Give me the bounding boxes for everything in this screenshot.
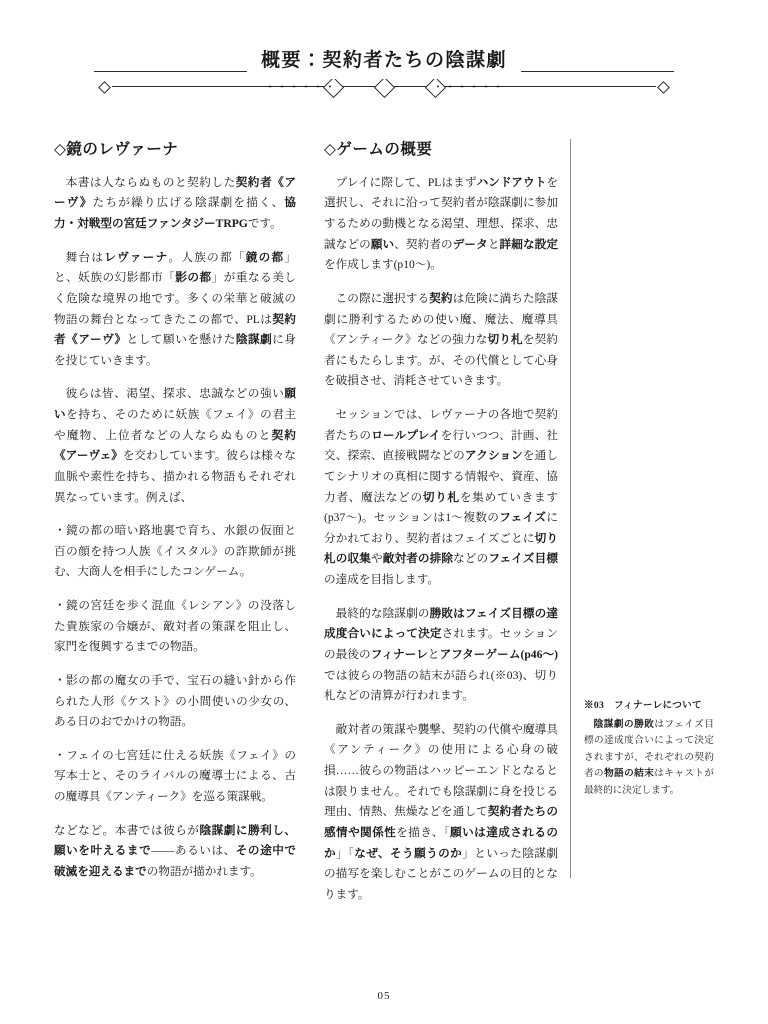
right-section-heading: ◇ゲームの概要 xyxy=(324,140,433,158)
paragraph: 本書は人ならぬものと契約した契約者《アーヴ》たちが繰り広げる陰謀劇を描く、協力・対戦型の宮廷ファンタジーTRPGです。 xyxy=(54,175,296,231)
right-column xyxy=(312,137,570,919)
page-number: 05 xyxy=(377,990,391,1002)
left-section-heading: ◇鏡のレヴァーナ xyxy=(54,140,179,158)
paragraph: 舞台はレヴァーナ。人族の都「鏡の都」と、妖族の幻影都市「影の都」が重なる美しく危険な境界の地です。多くの栄華と破滅の物語の舞台となってきたこの都で、PLは契約者《アーヴ》として願いを懸けた陰謀劇に身を投じていきます。 xyxy=(54,250,296,367)
list-item: ・フェイの七宮廷に仕える妖族《フェイ》の写本士と、そのライバルの魔導士による、古の魔導具《アンティーク》を巡る策謀戦。 xyxy=(54,748,296,804)
list-item: ・鏡の宮廷を歩く混血《レシアン》の没落した貴族家の令嬢が、敵対者の策謀を阻止し、家門を復興するまでの物語。 xyxy=(54,599,296,654)
list-item: ・鏡の都の暗い路地裏で育ち、水銀の仮面と百の顔を持つ人族《イスタル》の詐欺師が挑む、大商人を相手にしたコンゲーム。 xyxy=(54,524,296,579)
paragraph: 敵対者の策謀や襲撃、契約の代償や魔導具《アンティーク》の使用による心身の破損……彼らの物語はハッピーエンドとなるとは限りません。それでも陰謀劇に身を投じる理由、情熱、焦燥などを通して契約者たちの感情や関係性を描き、「願いは達成されるのか」「なぜ、そう願うのか」といった陰謀劇の描写を楽しむことがこのゲームの目的となります。 xyxy=(324,722,558,901)
diamond-ornament-icon xyxy=(98,81,111,94)
paragraph: セッションでは、レヴァーナの各地で契約者たちのロールプレイを行いつつ、計画、社交、探索、直接戦闘などのアクションを通してシナリオの真相に関する情報や、資産、協力者、魔法などの切り札を集めていきます(p37〜)。セッションは1〜複数のフェイズに分かれており、契約者はフェイズごとに切り札の収集や敵対者の排除などのフェイズ目標の達成を目指します。 xyxy=(324,408,558,587)
paragraph: この際に選択する契約は危険に満ちた陰謀劇に勝利するための使い魔、魔法、魔導具《アンティーク》などの強力な切り札を契約者にもたらします。が、その代償として心身を破損させ、消耗させていきます。 xyxy=(324,291,558,388)
page-title: 概要：契約者たちの陰謀劇 xyxy=(247,46,521,79)
side-note xyxy=(584,697,714,800)
diamond-ornament-icon xyxy=(657,81,670,94)
paragraph: 最終的な陰謀劇の勝敗はフェイズ目標の達成度合いによって決定されます。セッションの最後のフィナーレとアフターゲーム(p46〜)では彼らの物語の結末が語られ(※03)、切り札などの清算が行われます。 xyxy=(324,606,558,703)
page-header xyxy=(94,46,674,103)
list-item: ・影の都の魔女の手で、宝石の縫い針から作られた人形《ケスト》の小間使いの少女の、ある日のおでかけの物語。 xyxy=(54,673,296,729)
paragraph: プレイに際して、PLはまずハンドアウトを選択し、それに沿って契約者が陰謀劇に参加するための動機となる渇望、理想、探求、忠誠などの願い、契約者のデータと詳細な設定を作成します(p10〜)。 xyxy=(324,175,558,272)
paragraph: などなど。本書では彼らが陰謀劇に勝利し、願いを叶えるまで——あるいは、その途中で破滅を迎えるまでの物語が描かれます。 xyxy=(54,823,296,878)
dotted-flourish-icon xyxy=(264,84,504,89)
header-ornament-rule xyxy=(94,77,674,103)
side-note-title: ※03 フィナーレについて xyxy=(584,699,702,711)
paragraph: 彼らは皆、渇望、探求、忠誠などの強い願いを持ち、そのために妖族《フェイ》の君主や魔物、上位者などの人ならぬものと契約《アーヴェ》を交わしています。彼らは様々な血脈や素性を持ち、描かれる物語もそれぞれ異なっています。例えば、 xyxy=(54,387,296,504)
side-note-body: 陰謀劇の勝敗はフェイズ目標の達成度合いによって決定されますが、それぞれの契約者の物語の結末はキャストが最終的に決定します。 xyxy=(584,718,715,796)
side-note-column xyxy=(570,137,714,919)
left-column xyxy=(54,137,312,919)
content-columns xyxy=(54,137,714,919)
column-divider xyxy=(570,139,571,879)
